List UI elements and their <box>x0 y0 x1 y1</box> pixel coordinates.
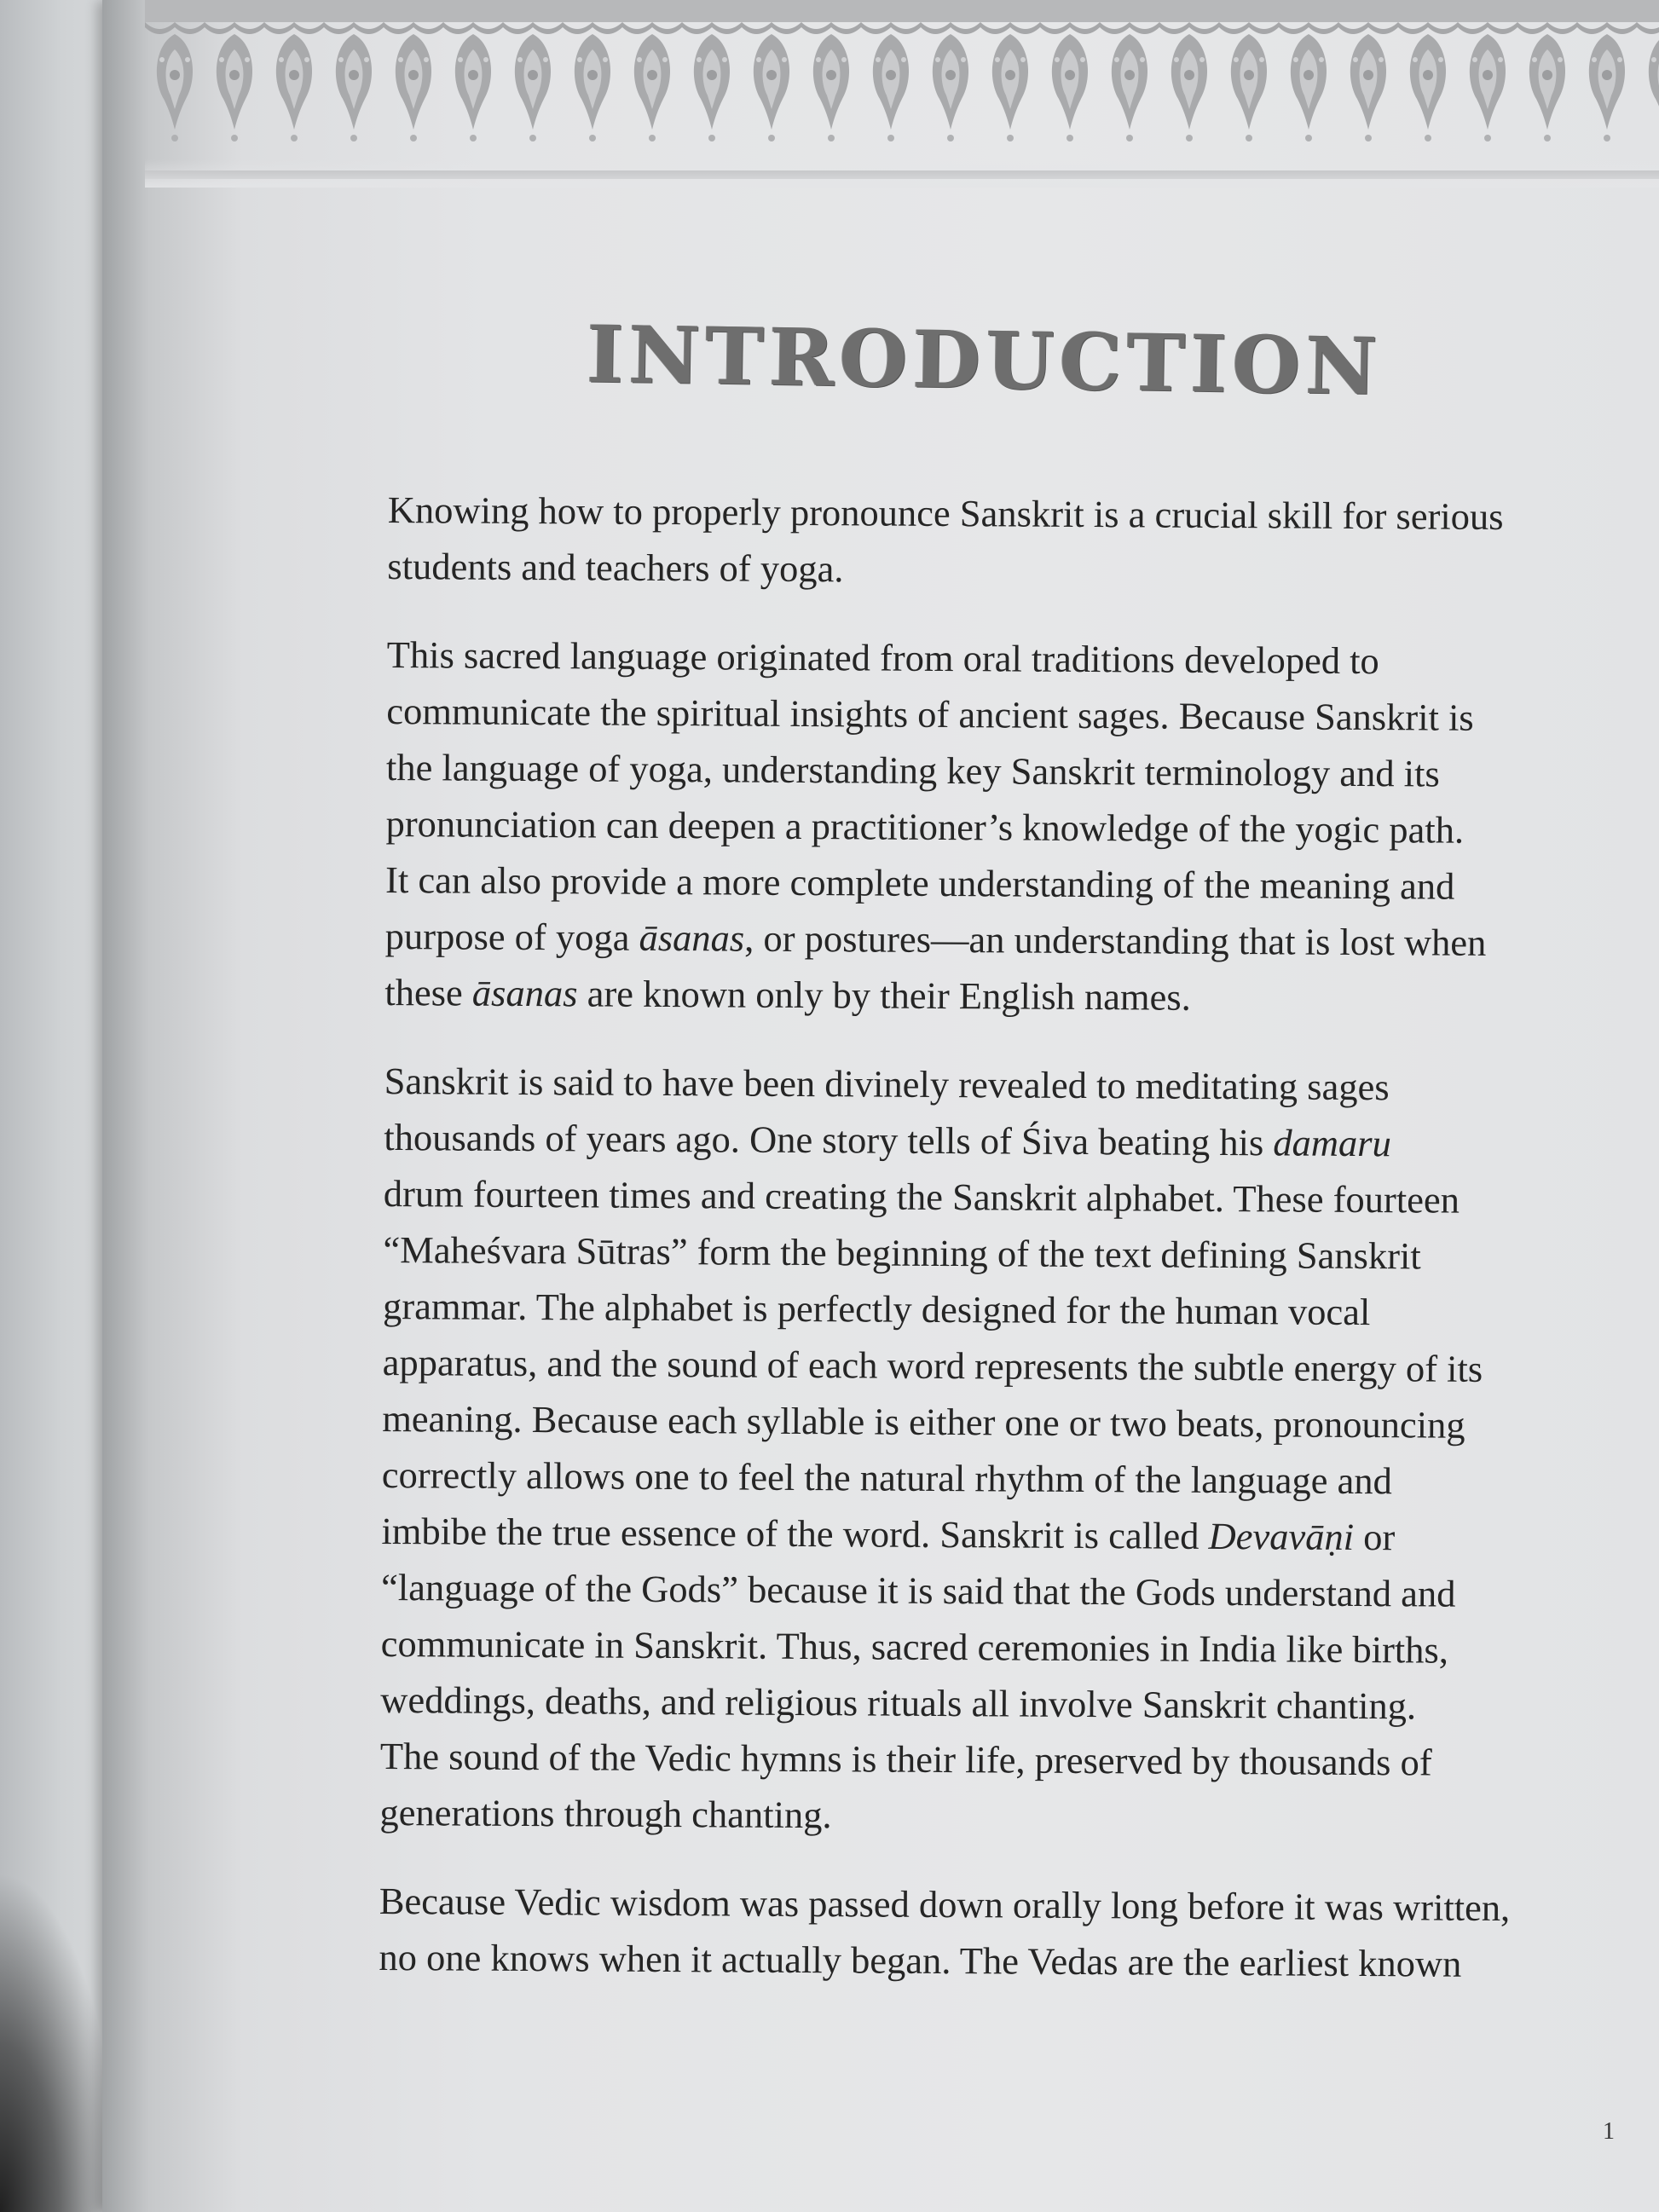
text-line: pronunciation can deepen a practitioner’s knowledge of the yogic path. <box>385 801 1465 852</box>
text-line: thousands of years ago. One story tells of Śiva beating his damaru <box>384 1115 1392 1165</box>
text-line: meaning. Because each syllable is either one or two beats, pronouncing <box>382 1396 1465 1447</box>
text-line: “Maheśvara Sūtras” form the beginning of the text defining Sanskrit <box>383 1227 1421 1278</box>
text-line: communicate in Sanskrit. Thus, sacred ceremonies in India like births, <box>380 1621 1449 1672</box>
paragraph-4 <box>379 1873 1624 1993</box>
text-line: Sanskrit is said to have been divinely revealed to meditating sages <box>384 1059 1390 1109</box>
text-line: Because Vedic wisdom was passed down orally long before it was written, <box>379 1879 1511 1930</box>
text-line: weddings, deaths, and religious rituals all involve Sanskrit chanting. <box>380 1678 1417 1728</box>
ornamental-border <box>145 0 1659 188</box>
body-text <box>379 482 1633 2025</box>
paragraph-3 <box>379 1053 1629 1848</box>
text-line: The sound of the Vedic hymns is their life, preserved by thousands of <box>379 1734 1432 1784</box>
text-line: purpose of yoga āsanas, or postures—an understanding that is lost when <box>384 914 1487 964</box>
emphasized-term: damaru <box>1273 1121 1392 1165</box>
text-line: students and teachers of yoga. <box>387 544 844 591</box>
text-line: Knowing how to properly pronounce Sanskrit is a crucial skill for serious <box>387 488 1504 538</box>
emphasized-term: āsanas <box>639 915 745 960</box>
text-line: It can also provide a more complete understanding of the meaning and <box>384 858 1455 908</box>
text-line: imbibe the true essence of the word. Sanskrit is called Devavāṇi or <box>381 1509 1396 1559</box>
book-page <box>102 0 1659 2212</box>
text-line: communicate the spiritual insights of ancient sages. Because Sanskrit is <box>386 689 1474 739</box>
page-number: 1 <box>1603 2118 1615 2145</box>
emphasized-term: Devavāṇi <box>1208 1514 1355 1558</box>
text-line: apparatus, and the sound of each word represents the subtle energy of its <box>382 1340 1483 1390</box>
text-line: these āsanas are known only by their English names. <box>384 970 1191 1019</box>
page-title: INTRODUCTION <box>586 308 1384 413</box>
text-line: no one knows when it actually began. The Vedas are the earliest known <box>379 1935 1462 1985</box>
emphasized-term: āsanas <box>471 971 578 1015</box>
text-line: the language of yoga, understanding key Sanskrit terminology and its <box>385 745 1440 795</box>
text-line: “language of the Gods” because it is said that the Gods understand and <box>380 1565 1456 1615</box>
corner-shadow <box>0 1871 119 2212</box>
text-line: This sacred language originated from oral traditions developed to <box>386 632 1379 683</box>
text-line: generations through chanting. <box>379 1790 832 1837</box>
text-line: grammar. The alphabet is perfectly designed for the human vocal <box>382 1284 1371 1334</box>
paragraph-2 <box>384 627 1632 1028</box>
text-line: correctly allows one to feel the natural rhythm of the language and <box>381 1453 1393 1503</box>
text-line: drum fourteen times and creating the Sanskrit alphabet. These fourteen <box>383 1171 1460 1222</box>
paragraph-1 <box>387 482 1633 602</box>
